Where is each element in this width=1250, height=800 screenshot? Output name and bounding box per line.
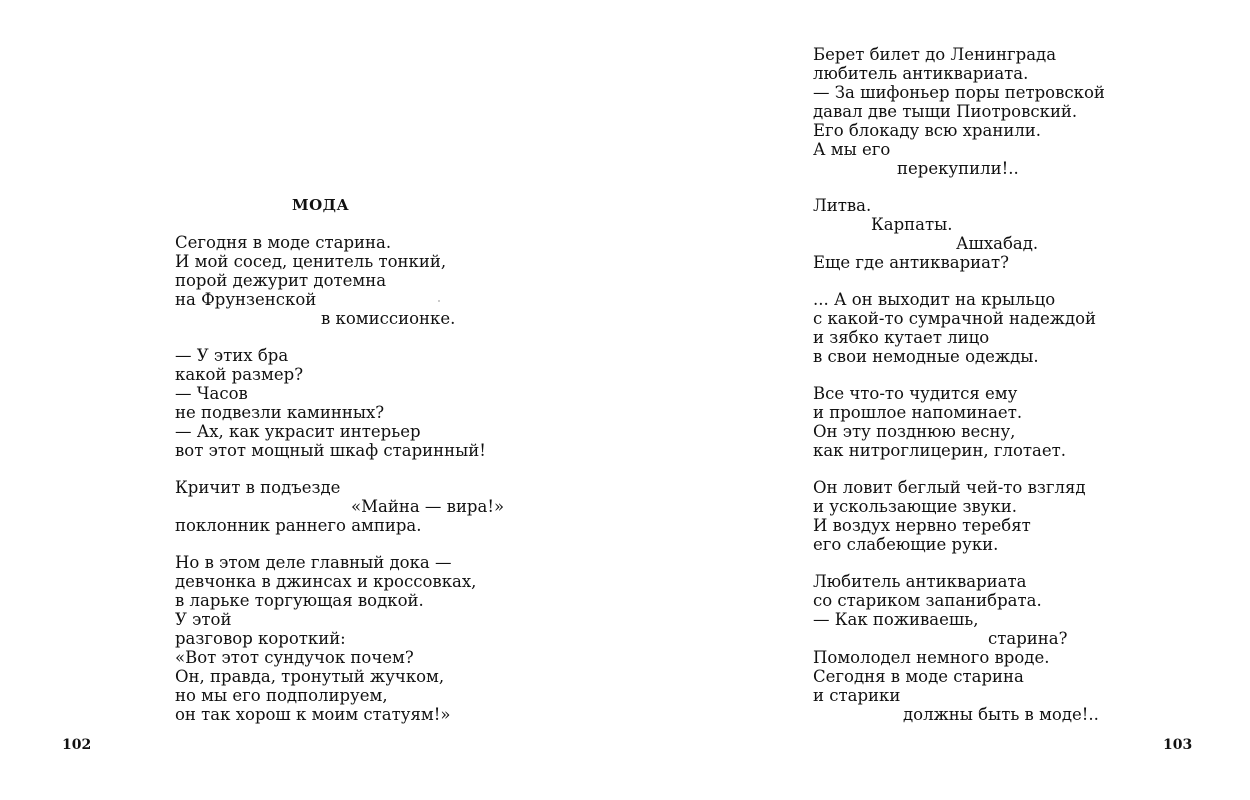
poem-text-left <box>175 233 504 724</box>
poem-line: какой размер? <box>175 365 304 384</box>
stanza-gap <box>175 328 504 346</box>
stanza <box>813 478 1105 554</box>
poem-line: — Ах, как украсит интерьер <box>175 422 421 441</box>
stanza-gap <box>175 535 504 553</box>
poem-line: Сегодня в моде старина. <box>175 233 392 252</box>
poem-line: как нитроглицерин, глотает. <box>813 441 1067 460</box>
poem-line: давал две тыщи Пиотровский. <box>813 102 1078 121</box>
stanza-gap <box>813 460 1105 478</box>
poem-line: Любитель антиквариата <box>813 572 1027 591</box>
poem-line: девчонка в джинсах и кроссовках, <box>175 572 477 591</box>
poem-line: Он ловит беглый чей-то взгляд <box>813 478 1086 497</box>
poem-line: — За шифоньер поры петровской <box>813 83 1105 102</box>
page-number-left: 102 <box>62 737 92 753</box>
poem-line: Литва. <box>813 196 872 215</box>
poem-line: поклонник раннего ампира. <box>175 516 422 535</box>
poem-line: и ускользающие звуки. <box>813 497 1018 516</box>
stanza <box>813 196 1105 272</box>
stanza-gap <box>813 366 1105 384</box>
stanza-gap <box>813 554 1105 572</box>
stanza-gap <box>813 178 1105 196</box>
poem-line: и прошлое напоминает. <box>813 403 1023 422</box>
poem-line: У этой <box>175 610 232 629</box>
stanza <box>175 553 504 724</box>
stanza-gap <box>175 460 504 478</box>
poem-line: ... А он выходит на крыльцо <box>813 290 1056 309</box>
poem-line: Его блокаду всю хранили. <box>813 121 1042 140</box>
poem-line: «Майна — вира!» <box>351 497 505 516</box>
poem-line: в комиссионке. <box>321 309 456 328</box>
stanza <box>175 346 504 460</box>
poem-line: «Вот этот сундучок почем? <box>175 648 414 667</box>
poem-line: Карпаты. <box>871 215 953 234</box>
poem-line: И воздух нервно теребят <box>813 516 1031 535</box>
poem-line: но мы его подполируем, <box>175 686 388 705</box>
poem-line: с какой-то сумрачной надеждой <box>813 309 1097 328</box>
poem-line: Все что-то чудится ему <box>813 384 1018 403</box>
poem-line: перекупили!.. <box>897 159 1019 178</box>
poem-line: любитель антиквариата. <box>813 64 1029 83</box>
print-speck <box>438 300 440 302</box>
poem-line: И мой сосед, ценитель тонкий, <box>175 252 447 271</box>
poem-line: и старики <box>813 686 901 705</box>
poem-line: не подвезли каминных? <box>175 403 385 422</box>
stanza <box>813 384 1105 460</box>
stanza-gap <box>813 272 1105 290</box>
poem-line: Кричит в подъезде <box>175 478 341 497</box>
stanza <box>813 572 1105 724</box>
page-number-right: 103 <box>1163 737 1193 753</box>
poem-line: — У этих бра <box>175 346 289 365</box>
poem-line: А мы его <box>813 140 891 159</box>
poem-line: он так хорош к моим статуям!» <box>175 705 451 724</box>
poem-line: старина? <box>988 629 1068 648</box>
poem-line: Он эту позднюю весну, <box>813 422 1016 441</box>
poem-line: Еще где антиквариат? <box>813 253 1009 272</box>
poem-line: порой дежурит дотемна <box>175 271 387 290</box>
poem-line: Берет билет до Ленинграда <box>813 45 1057 64</box>
poem-line: со стариком запанибрата. <box>813 591 1042 610</box>
poem-line: в ларьке торгующая водкой. <box>175 591 424 610</box>
poem-line: разговор короткий: <box>175 629 346 648</box>
poem-line: его слабеющие руки. <box>813 535 999 554</box>
poem-line: в свои немодные одежды. <box>813 347 1039 366</box>
poem-line: — Как поживаешь, <box>813 610 979 629</box>
poem-line: и зябко кутает лицо <box>813 328 990 347</box>
stanza <box>813 45 1105 178</box>
poem-line: вот этот мощный шкаф старинный! <box>175 441 486 460</box>
stanza <box>175 233 504 328</box>
poem-line: должны быть в моде!.. <box>903 705 1099 724</box>
poem-title: МОДА <box>292 196 350 214</box>
poem-line: Помолодел немного вроде. <box>813 648 1050 667</box>
poem-line: Ашхабад. <box>956 234 1039 253</box>
poem-text-right <box>813 45 1105 724</box>
poem-line: Сегодня в моде старина <box>813 667 1024 686</box>
stanza <box>813 290 1105 366</box>
poem-line: на Фрунзенской <box>175 290 317 309</box>
poem-line: Но в этом деле главный дока — <box>175 553 452 572</box>
right-page <box>625 0 1250 800</box>
stanza <box>175 478 504 535</box>
poem-line: — Часов <box>175 384 248 403</box>
poem-line: Он, правда, тронутый жучком, <box>175 667 445 686</box>
